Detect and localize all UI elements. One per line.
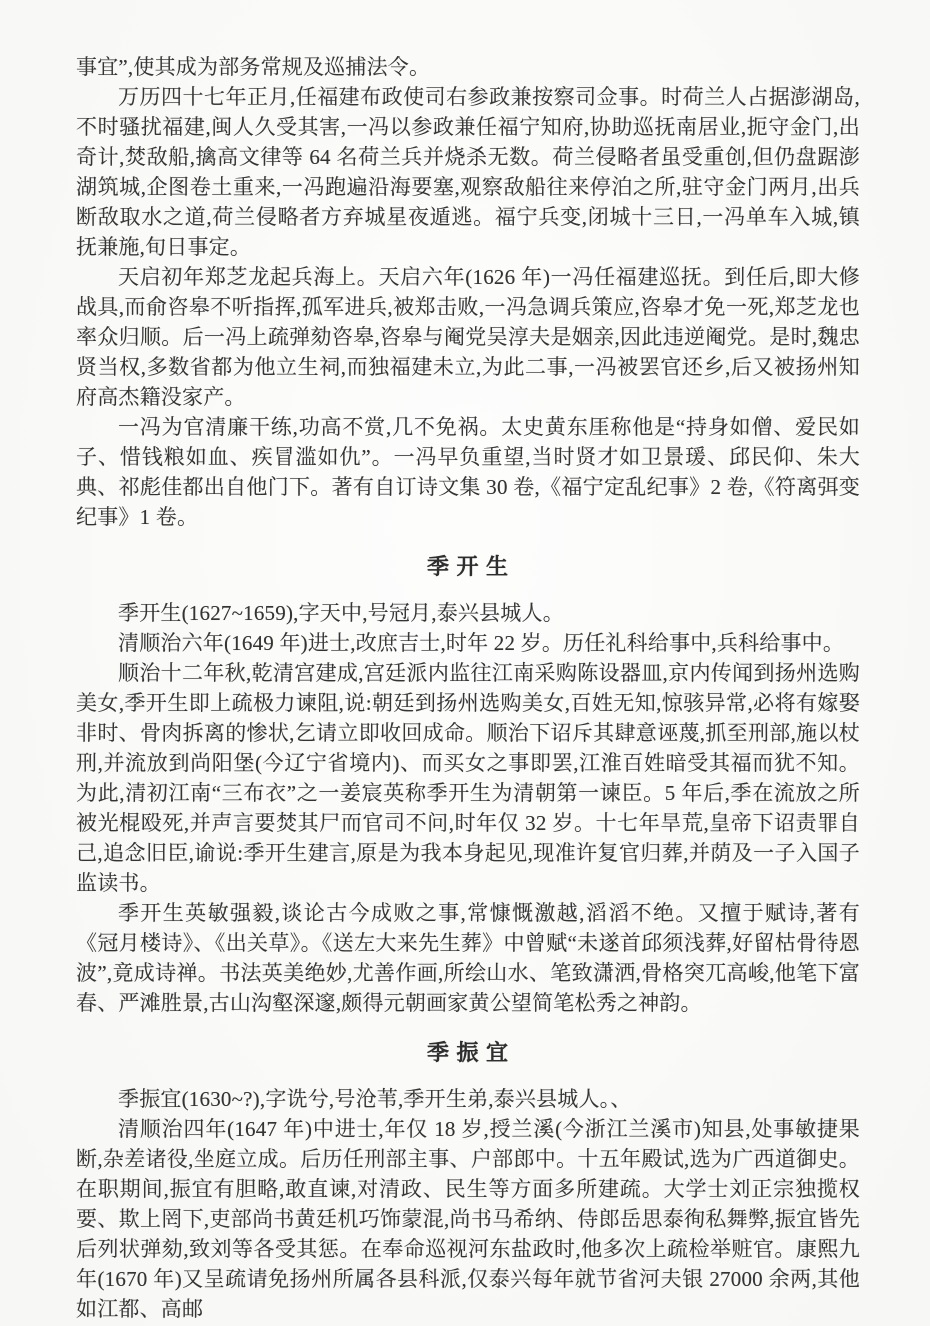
heading-ji-kaisheng: 季 开 生 [426,554,509,579]
paragraph-wanli-dutch-penghu: 万历四十七年正月,任福建布政使司右参政兼按察司佥事。时荷兰人占据澎湖岛,不时骚扰福建,闽人久受其害,一冯以参政兼任福宁知府,协助巡抚南居业,扼守金门,出奇计,焚敌船,擒高文律等 64 名荷兰兵并烧杀无数。荷兰侵略者虽受重创,但仍盘踞澎湖筑城,企图卷土重来,一冯跑遍沿海要塞,观察敌船往来停泊之所,驻守金门两月,出兵断敌取水之道,荷兰侵略者方弃城星夜遁逃。福宁兵变,闭城十三日,一冯单车入城,镇抚兼施,旬日事定。 [76,85,860,259]
heading-ji-zhenyi: 季 振 宜 [426,1040,509,1065]
paragraph-jizhenyi-career: 清顺治四年(1647 年)中进士,年仅 18 岁,授兰溪(今浙江兰溪市)知县,处事敏捷果断,杂差诸役,坐庭立成。后历任刑部主事、户部郎中。十五年殿试,选为广西道御史。在职期间,振宜有胆略,敢直谏,对清政、民生等方面多所建疏。大学士刘正宗独揽权要、欺上罔下,吏部尚书黄廷机巧饰蒙混,尚书马希纳、侍郎岳思泰徇私舞弊,振宜皆先后列状弹劾,致刘等各受其惩。在奉命巡视河东盐政时,他多次上疏检举赃官。康熙九年(1670 年)又呈疏请免扬州所属各县科派,仅泰兴每年就节省河夫银 27000 余两,其他如江都、高邮 [76,1117,860,1321]
paragraph-jikaisheng-jinshi: 清顺治六年(1649 年)进士,改庶吉士,时年 22 岁。历任礼科给事中,兵科给事中。 [118,631,845,655]
paragraph-jikaisheng-intro: 季开生(1627~1659),字天中,号冠月,泰兴县城人。 [118,601,564,625]
paragraph-jikaisheng-poetry-painting: 季开生英敏强毅,谈论古今成败之事,常慷慨激越,滔滔不绝。又擅于赋诗,著有《冠月楼诗》、《出关草》。《送左大来先生葬》中曾赋“未遂首邱须浅葬,好留枯骨待恩波”,竟成诗禅。书法英美绝妙,尤善作画,所绘山水、笔致潇洒,骨格突兀高峻,他笔下富春、严滩胜景,古山沟壑深邃,颇得元朝画家黄公望简笔松秀之神韵。 [76,901,860,1015]
paragraph-tianqi-zheng-zhilong: 天启初年郑芝龙起兵海上。天启六年(1626 年)一冯任福建巡抚。到任后,即大修战具,而俞咨皋不听指挥,孤军进兵,被郑击败,一冯急调兵策应,咨皋才免一死,郑芝龙也率众归顺。后一冯上疏弹劾咨皋,咨皋与阉党吴淳夫是姻亲,因此违逆阉党。是时,魏忠贤当权,多数省都为他立生祠,而独福建未立,为此二事,一冯被罢官还乡,后又被扬州知府高杰籍没家产。 [76,265,860,409]
paragraph-yifeng-reputation-works: 一冯为官清廉干练,功高不赏,几不免祸。太史黄东厓称他是“持身如僧、爱民如子、惜钱粮如血、疾冒滥如仇”。一冯早负重望,当时贤才如卫景瑗、邱民仰、朱大典、祁彪佳都出自他门下。著有自订诗文集 30 卷,《福宁定乱纪事》2 卷,《符离弭变纪事》1 卷。 [76,415,860,529]
paragraph-jizhenyi-intro: 季振宜(1630~?),字诜兮,号沧苇,季开生弟,泰兴县城人。、 [118,1087,632,1111]
paragraph-continuation-top: 事宜”,使其成为部务常规及巡捕法令。 [76,55,431,79]
page-body-text [76,52,860,1324]
paragraph-jikaisheng-remonstrance-exile: 顺治十二年秋,乾清宫建成,宫廷派内监往江南采购陈设器皿,京内传闻到扬州选购美女,季开生即上疏极力谏阻,说:朝廷到扬州选购美女,百姓无知,惊骇异常,必将有嫁娶非时、骨肉拆离的惨状,乞请立即收回成命。顺治下诏斥其肆意诬蔑,抓至刑部,施以杖刑,并流放到尚阳堡(今辽宁省境内)、而买女之事即罢,江淮百姓暗受其福而犹不知。为此,清初江南“三布衣”之一姜宸英称季开生为清朝第一谏臣。5 年后,季在流放之所被光棍殴死,并声言要焚其尸而官司不问,时年仅 32 岁。十七年旱荒,皇帝下诏责罪自己,追念旧臣,谕说:季开生建言,原是为我本身起见,现准许复官归葬,并荫及一子入国子监读书。 [76,661,860,895]
